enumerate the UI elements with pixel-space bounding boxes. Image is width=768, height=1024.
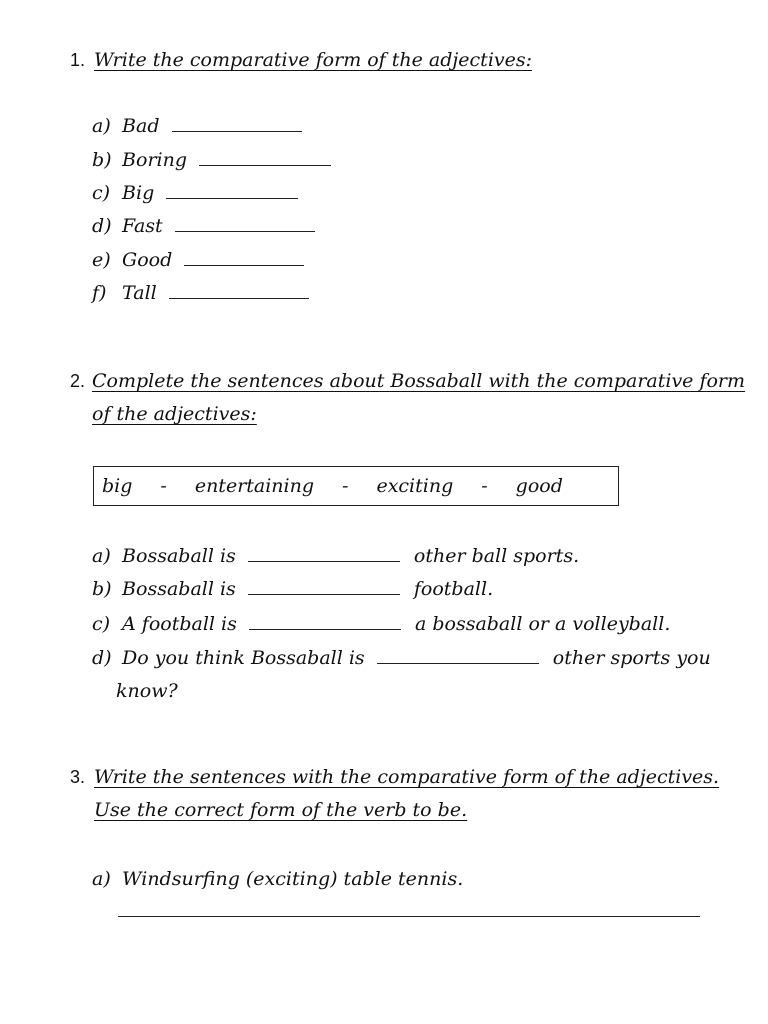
list-item: c) Big bbox=[92, 177, 298, 209]
question-number: 3. bbox=[70, 767, 86, 787]
list-item: d) Do you think Bossaball is other sports you bbox=[92, 647, 711, 669]
answer-blank[interactable] bbox=[172, 115, 302, 132]
list-item: b) Boring bbox=[92, 144, 331, 176]
list-item-continuation: know? bbox=[116, 680, 178, 702]
answer-blank[interactable] bbox=[169, 282, 309, 299]
answer-blank[interactable] bbox=[248, 545, 400, 562]
list-item: b) Bossaball is football. bbox=[92, 578, 494, 600]
question-number: 1. bbox=[70, 50, 86, 70]
list-item: e) Good bbox=[92, 244, 304, 276]
list-item: a) Bad bbox=[92, 110, 302, 142]
answer-blank[interactable] bbox=[248, 578, 400, 595]
question-number: 2. bbox=[70, 371, 86, 391]
question-title: Write the sentences with the comparative form of the adjectives. bbox=[94, 766, 720, 788]
answer-blank[interactable] bbox=[166, 182, 298, 199]
answer-blank[interactable] bbox=[249, 613, 401, 630]
answer-blank[interactable] bbox=[184, 249, 304, 266]
answer-line[interactable] bbox=[118, 916, 700, 917]
answer-blank[interactable] bbox=[199, 149, 331, 166]
list-item: c) A football is a bossaball or a volleyball. bbox=[92, 613, 671, 635]
word-bank: big - entertaining - exciting - good bbox=[93, 466, 619, 506]
list-item: a) Bossaball is other ball sports. bbox=[92, 545, 580, 567]
answer-blank[interactable] bbox=[377, 647, 539, 664]
question-title-continued: of the adjectives: bbox=[92, 403, 257, 425]
answer-blank[interactable] bbox=[175, 215, 315, 232]
list-item: f) Tall bbox=[92, 277, 309, 309]
question-title: Write the comparative form of the adjectives: bbox=[94, 49, 533, 71]
list-item: d) Fast bbox=[92, 210, 315, 242]
question-title: Complete the sentences about Bossaball with the comparative form bbox=[92, 370, 746, 392]
list-item: a) Windsurfing (exciting) table tennis. bbox=[92, 868, 464, 890]
question-title-continued: Use the correct form of the verb to be. bbox=[94, 799, 468, 821]
